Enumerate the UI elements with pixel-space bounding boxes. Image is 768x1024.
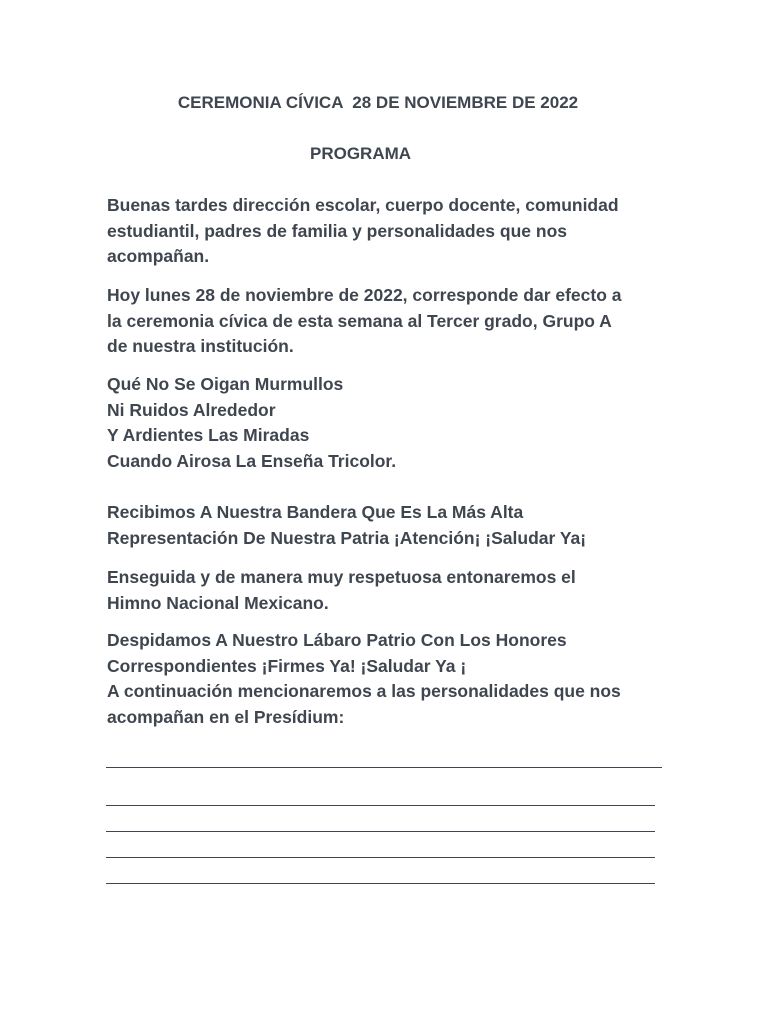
fill-in-line bbox=[106, 767, 662, 768]
intro-paragraph: Hoy lunes 28 de noviembre de 2022, corresponde dar efecto a la ceremonia cívica de esta semana al Tercer grado, Grupo A de nuestra institución. bbox=[107, 285, 622, 356]
verse-paragraph: Qué No Se Oigan Murmullos Ni Ruidos Alrededor Y Ardientes Las Miradas Cuando Airosa La Enseña Tricolor. bbox=[107, 374, 397, 471]
greeting-paragraph: Buenas tardes dirección escolar, cuerpo docente, comunidad estudiantil, padres de familia y personalidades que nos acompañan. bbox=[107, 195, 619, 266]
document-title: CEREMONIA CÍVICA 28 DE NOVIEMBRE DE 2022 bbox=[177, 93, 579, 112]
fill-in-line bbox=[106, 831, 655, 832]
fill-in-line bbox=[106, 805, 655, 806]
document-subtitle: PROGRAMA bbox=[310, 144, 412, 163]
farewell-paragraph: Despidamos A Nuestro Lábaro Patrio Con Los Honores Correspondientes ¡Firmes Ya! ¡Saludar Ya ¡ A continuación mencionaremos a las personalidades que nos acompañan en el Presídium: bbox=[107, 630, 621, 727]
anthem-paragraph: Enseguida y de manera muy respetuosa entonaremos el Himno Nacional Mexicano. bbox=[107, 567, 576, 613]
flag-reception-paragraph: Recibimos A Nuestra Bandera Que Es La Más Alta Representación De Nuestra Patria ¡Atención¡ ¡Saludar Ya¡ bbox=[107, 502, 587, 548]
fill-in-line bbox=[106, 857, 655, 858]
fill-in-line bbox=[106, 883, 655, 884]
